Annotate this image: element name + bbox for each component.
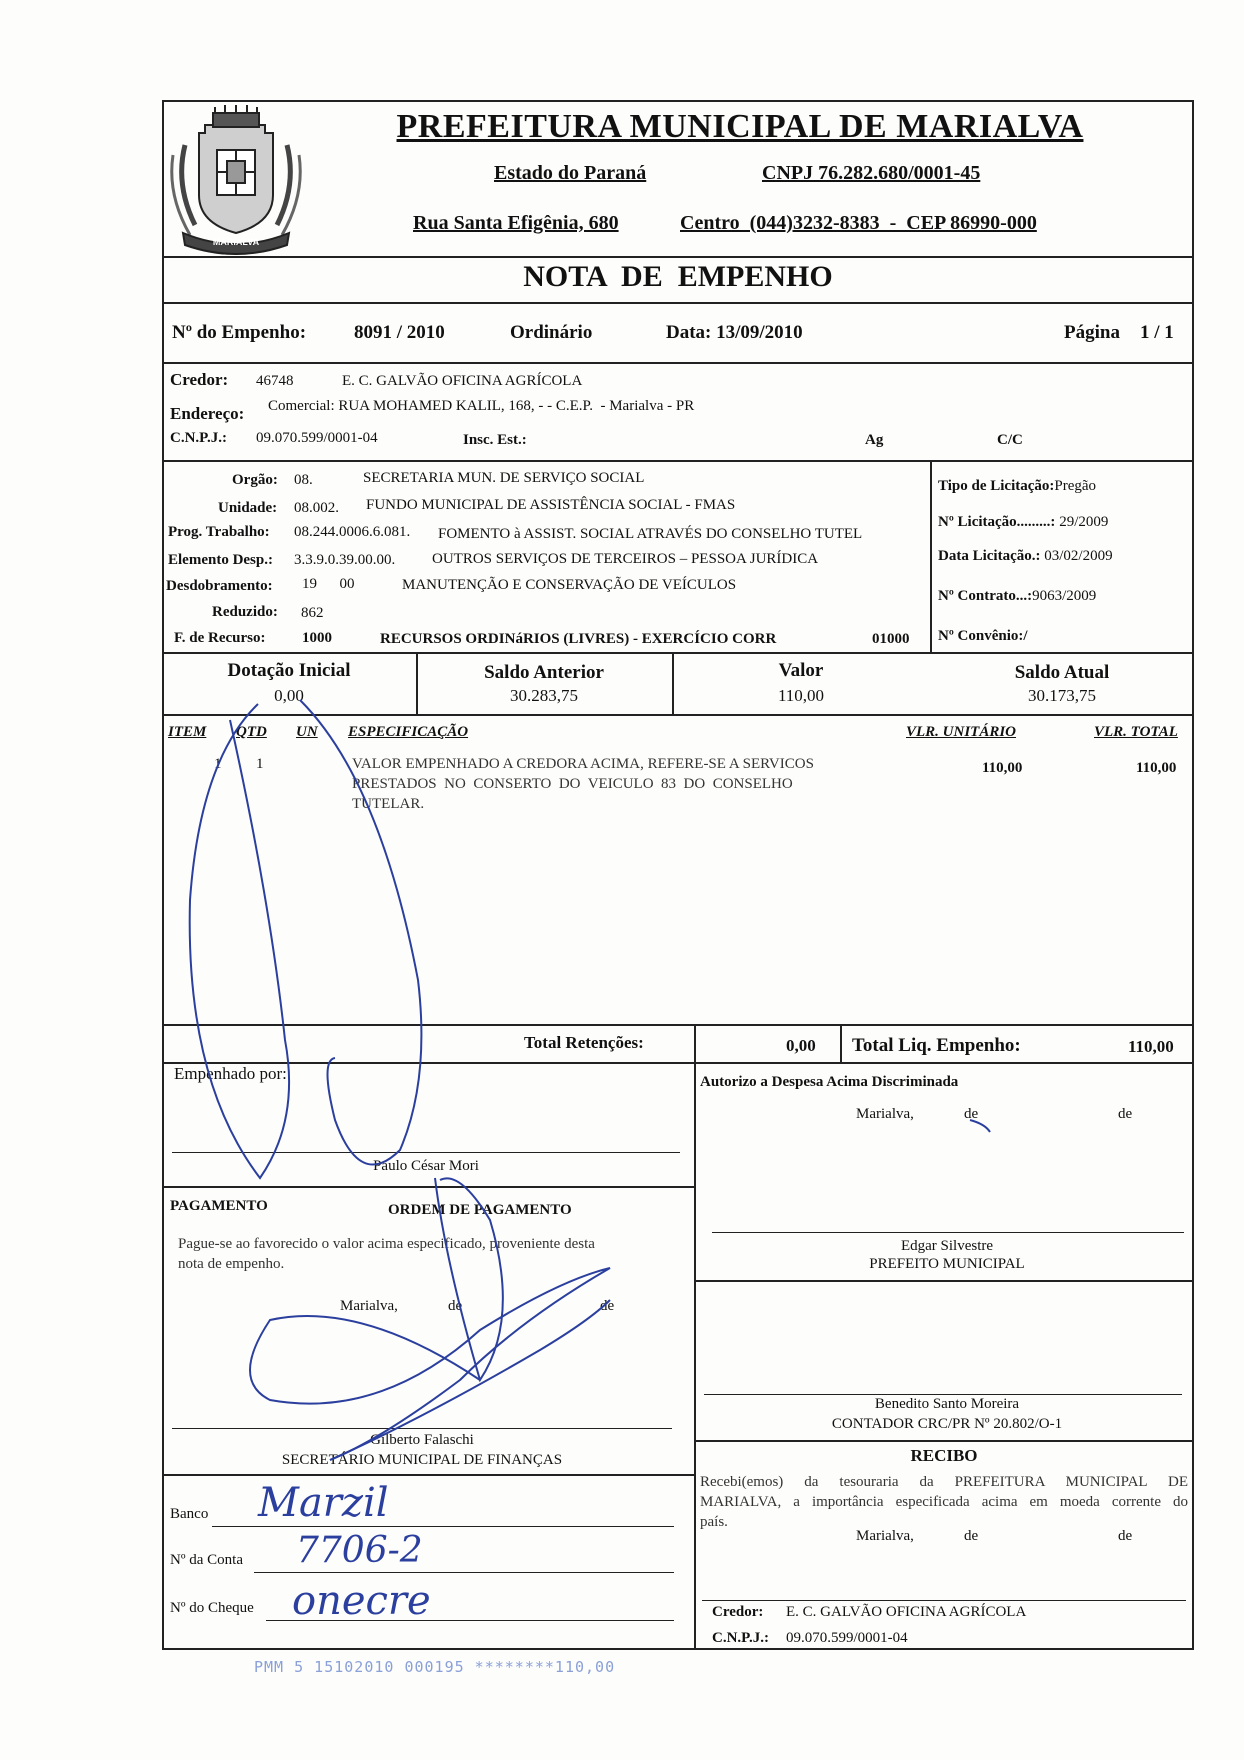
cnpj-header: CNPJ 76.282.680/0001-45 — [762, 162, 981, 184]
conta-label: Nº da Conta — [170, 1552, 243, 1568]
col-qtd: QTD — [236, 724, 267, 740]
autorizo-de-2: de — [1118, 1106, 1133, 1122]
total-retencoes-label: Total Retenções: — [524, 1033, 644, 1052]
saldo-atual-value: 30.173,75 — [1028, 686, 1096, 705]
col-especificacao: ESPECIFICAÇÃO — [348, 724, 469, 740]
banco-label: Banco — [170, 1506, 209, 1522]
ag-label: Ag — [865, 432, 884, 448]
desdobramento-label: Desdobramento: — [166, 578, 273, 594]
desdobramento-name: MANUTENÇÃO E CONSERVAÇÃO DE VEÍCULOS — [402, 577, 737, 593]
total-liquido-label: Total Liq. Empenho: — [852, 1035, 1021, 1056]
recibo-cnpj-label: C.N.P.J.: — [712, 1630, 769, 1646]
valor-label: Valor — [778, 660, 824, 681]
numero-licitacao-value: 29/2009 — [1059, 514, 1109, 530]
numero-contrato-value: 9063/2009 — [1032, 588, 1097, 604]
address-contact: Centro (044)3232-8383 - CEP 86990-000 — [680, 212, 1037, 234]
handwritten-banco: Marzil — [258, 1480, 389, 1526]
empenhado-por-name: Paulo César Mori — [373, 1158, 479, 1174]
empenho-label: Nº do Empenho: — [172, 322, 307, 343]
reduzido-value: 862 — [301, 605, 324, 621]
elemento-label: Elemento Desp.: — [168, 552, 273, 568]
col-item: ITEM — [168, 724, 207, 740]
item-desc-line3: TUTELAR. — [352, 796, 425, 812]
tipo-licitacao-value: Pregão — [1054, 478, 1097, 494]
col-vlr-total: VLR. TOTAL — [1094, 724, 1178, 740]
total-liquido-value: 110,00 — [1128, 1037, 1174, 1056]
pagamento-label: PAGAMENTO — [170, 1198, 268, 1214]
recurso-name: RECURSOS ORDINáRIOS (LIVRES) - EXERCÍCIO CORR — [380, 631, 777, 647]
empenho-type: Ordinário — [510, 322, 593, 343]
prog-trabalho-name: FOMENTO à ASSIST. SOCIAL ATRAVÉS DO CONSELHO TUTEL — [438, 526, 863, 542]
orgao-name: SECRETARIA MUN. DE SERVIÇO SOCIAL — [363, 470, 645, 486]
pagamento-text-line2: nota de empenho. — [178, 1256, 285, 1272]
pagamento-city: Marialva, — [340, 1298, 398, 1314]
item-number: 1 — [214, 756, 222, 772]
recibo-city: Marialva, — [856, 1528, 914, 1544]
saldo-anterior-label: Saldo Anterior — [484, 662, 604, 683]
recurso-number: 01000 — [872, 631, 910, 647]
autorizo-de-1: de — [964, 1106, 979, 1122]
handwritten-conta: 7706-2 — [296, 1530, 423, 1571]
municipality-title: PREFEITURA MUNICIPAL DE MARIALVA — [396, 108, 1084, 145]
recibo-credor-label: Credor: — [712, 1604, 764, 1620]
autorizo-city: Marialva, — [856, 1106, 914, 1122]
secretario-title: SECRETÁRIO MUNICIPAL DE FINANÇAS — [281, 1452, 563, 1468]
unidade-code: 08.002. — [294, 500, 339, 516]
credor-address: Comercial: RUA MOHAMED KALIL, 168, - - C.E.P. - Marialva - PR — [268, 398, 695, 414]
item-unit-price: 110,00 — [982, 760, 1023, 776]
unidade-name: FUNDO MUNICIPAL DE ASSISTÊNCIA SOCIAL - FMAS — [366, 497, 736, 513]
empenhado-por-label: Empenhado por: — [174, 1064, 287, 1083]
recibo-text-line1: Recebi(emos) da tesouraria da PREFEITURA MUNICIPAL DE — [700, 1474, 1188, 1490]
total-retencoes-value: 0,00 — [786, 1036, 816, 1055]
numero-licitacao — [938, 514, 1108, 531]
elemento-name: OUTROS SERVIÇOS DE TERCEIROS – PESSOA JURÍDICA — [432, 551, 819, 567]
prog-trabalho-code: 08.244.0006.6.081. — [294, 524, 411, 540]
svg-text:MARIALVA: MARIALVA — [212, 237, 260, 247]
recurso-label: F. de Recurso: — [174, 630, 266, 646]
recibo-text-line2: MARIALVA, a importância especificada acima em moeda corrente do — [700, 1494, 1188, 1510]
handwritten-cheque: onecre — [292, 1578, 431, 1624]
contador-title: CONTADOR CRC/PR Nº 20.802/O-1 — [831, 1416, 1063, 1432]
recibo-de-2: de — [1118, 1528, 1133, 1544]
prefeito-title: PREFEITO MUNICIPAL — [869, 1256, 1025, 1272]
item-total-price: 110,00 — [1136, 760, 1177, 776]
valor-value: 110,00 — [777, 686, 825, 705]
pagamento-de-1: de — [448, 1298, 463, 1314]
saldo-atual-label: Saldo Atual — [1014, 662, 1110, 683]
tipo-licitacao-label: Tipo de Licitação: — [938, 478, 1055, 494]
machine-stamp: PMM 5 15102010 000195 ********110,00 — [254, 1658, 616, 1676]
page-number: 1 / 1 — [1140, 322, 1174, 343]
credor-code: 46748 — [256, 373, 294, 389]
recibo-label: RECIBO — [910, 1446, 978, 1465]
credor-name: E. C. GALVÃO OFICINA AGRÍCOLA — [342, 373, 583, 389]
data-licitacao-label: Data Licitação.: — [938, 548, 1041, 564]
recibo-de-1: de — [964, 1528, 979, 1544]
elemento-code: 3.3.9.0.39.00.00. — [294, 552, 396, 568]
numero-contrato-label: Nº Contrato...: — [938, 588, 1033, 604]
secretario-name: Gilberto Falaschi — [370, 1432, 474, 1448]
desdobramento-code: 19 00 — [302, 576, 355, 592]
cheque-label: Nº do Cheque — [170, 1600, 254, 1616]
orgao-label: Orgão: — [232, 472, 278, 488]
orgao-code: 08. — [294, 472, 313, 488]
empenho-number: 8091 / 2010 — [354, 322, 445, 343]
tipo-licitacao — [938, 478, 1096, 495]
col-un: UN — [296, 724, 318, 740]
credor-cnpj-label: C.N.P.J.: — [170, 430, 227, 446]
empenho-date: Data: 13/09/2010 — [666, 322, 803, 343]
reduzido-label: Reduzido: — [212, 604, 278, 620]
numero-contrato — [938, 588, 1096, 605]
pagamento-de-2: de — [600, 1298, 615, 1314]
item-desc-line1: VALOR EMPENHADO A CREDORA ACIMA, REFERE-SE A SERVICOS — [352, 756, 814, 772]
address-label: Endereço: — [170, 404, 245, 423]
autorizo-label: Autorizo a Despesa Acima Discriminada — [700, 1074, 959, 1090]
prog-trabalho-label: Prog. Trabalho: — [168, 524, 270, 540]
item-desc-line2: PRESTADOS NO CONSERTO DO VEICULO 83 DO CONSELHO — [352, 776, 793, 792]
dotacao-value: 0,00 — [274, 686, 304, 705]
contador-name: Benedito Santo Moreira — [874, 1396, 1020, 1412]
prefeito-name: Edgar Silvestre — [900, 1238, 994, 1254]
recibo-text-line3: país. — [700, 1514, 728, 1530]
cc-label: C/C — [997, 432, 1023, 448]
data-licitacao — [938, 548, 1113, 565]
state-label: Estado do Paraná — [494, 162, 647, 184]
credor-label: Credor: — [170, 370, 229, 389]
col-vlr-unitario: VLR. UNITÁRIO — [906, 724, 1017, 740]
item-qtd: 1 — [256, 756, 264, 772]
recibo-credor-name: E. C. GALVÃO OFICINA AGRÍCOLA — [786, 1604, 1027, 1620]
recurso-code: 1000 — [302, 630, 332, 646]
page-label: Página — [1064, 322, 1120, 343]
insc-est-label: Insc. Est.: — [463, 432, 527, 448]
dotacao-label: Dotação Inicial — [227, 660, 351, 681]
ordem-pagamento-label: ORDEM DE PAGAMENTO — [388, 1202, 572, 1218]
street-address: Rua Santa Efigênia, 680 — [413, 212, 619, 234]
pagamento-text-line1: Pague-se ao favorecido o valor acima especificado, proveniente desta — [178, 1236, 595, 1252]
numero-licitacao-label: Nº Licitação.........: — [938, 514, 1056, 530]
unidade-label: Unidade: — [218, 500, 278, 516]
recibo-cnpj: 09.070.599/0001-04 — [786, 1630, 908, 1646]
data-licitacao-value: 03/02/2009 — [1044, 548, 1113, 564]
document-title: NOTA DE EMPENHO — [523, 260, 833, 293]
credor-cnpj: 09.070.599/0001-04 — [256, 430, 378, 446]
numero-convenio: Nº Convênio:/ — [938, 628, 1028, 644]
saldo-anterior-value: 30.283,75 — [510, 686, 578, 705]
